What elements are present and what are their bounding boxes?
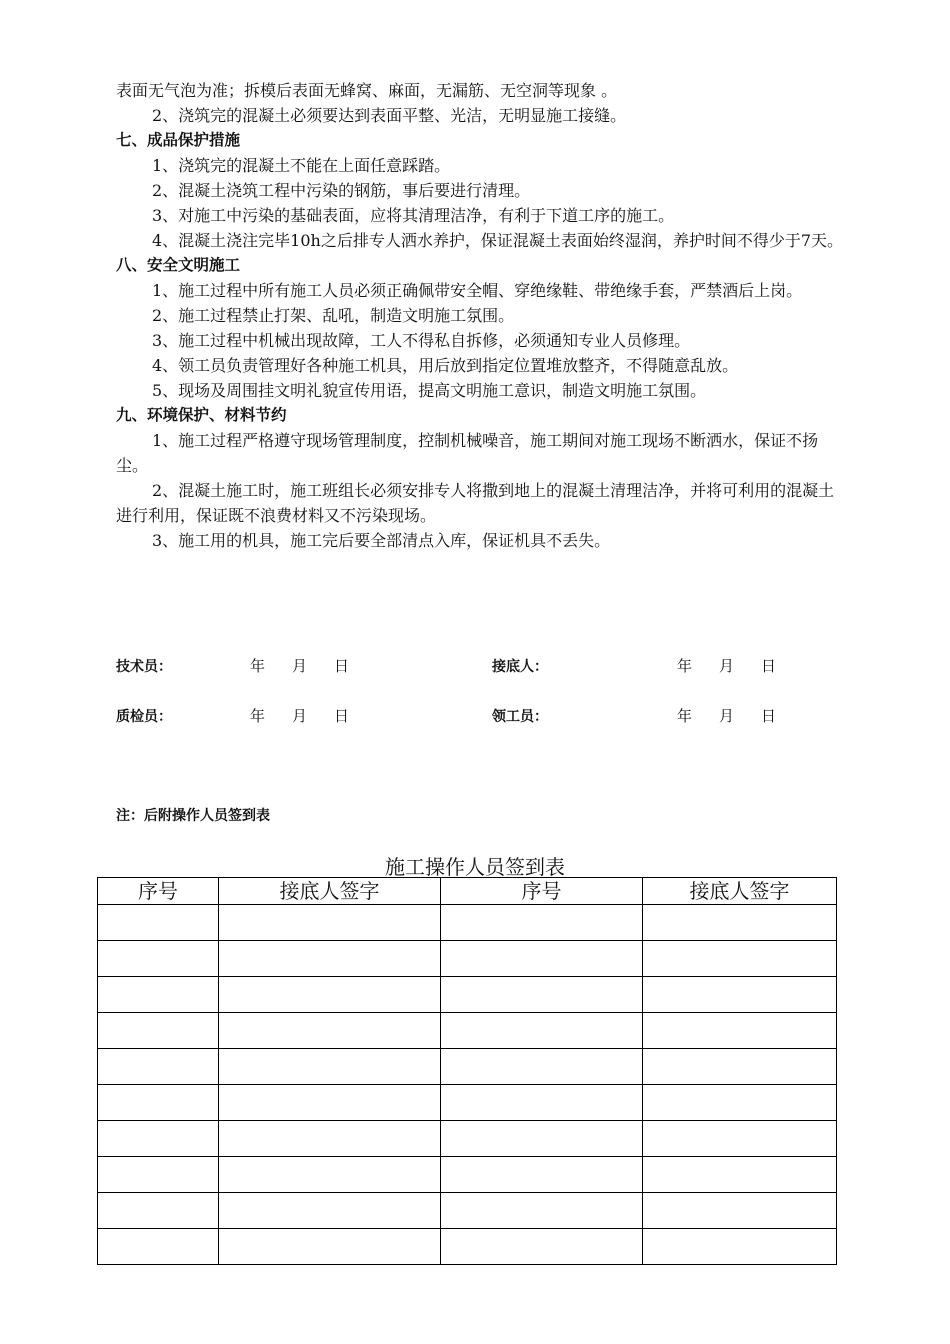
column-header: 接底人签字	[219, 878, 441, 905]
table-cell[interactable]	[219, 1157, 441, 1193]
paragraph: 3、施工用的机具，施工完后要全部清点入库，保证机具不丢失。	[152, 531, 611, 550]
table-cell[interactable]	[98, 1229, 219, 1265]
paragraph: 表面无气泡为准；拆模后表面无蜂窝、麻面，无漏筋、无空洞等现象 。	[116, 81, 618, 100]
column-header: 序号	[98, 878, 219, 905]
table-cell[interactable]	[643, 1157, 837, 1193]
table-row	[98, 1193, 837, 1229]
table-cell[interactable]	[441, 905, 643, 941]
table-cell[interactable]	[441, 1049, 643, 1085]
table-header-row	[98, 878, 837, 905]
column-header: 接底人签字	[643, 878, 837, 905]
paragraph: 1、施工过程中所有施工人员必须正确佩带安全帽、穿绝缘鞋、带绝缘手套，严禁酒后上岗。	[152, 281, 803, 300]
table-cell[interactable]	[219, 905, 441, 941]
table-cell[interactable]	[98, 1049, 219, 1085]
foreman-date	[677, 705, 803, 726]
table-cell[interactable]	[219, 1085, 441, 1121]
technician-label: 技术员：	[116, 659, 172, 675]
section-heading-7: 七、成品保护措施	[116, 131, 241, 149]
table-cell[interactable]	[441, 977, 643, 1013]
table-title: 施工操作人员签到表	[385, 855, 565, 879]
inspector-label: 质检员：	[116, 709, 172, 725]
table-row	[98, 905, 837, 941]
table-cell[interactable]	[98, 1193, 219, 1229]
table-cell[interactable]	[219, 977, 441, 1013]
table-cell[interactable]	[441, 1157, 643, 1193]
section-heading-9: 九、环境保护、材料节约	[116, 406, 287, 424]
table-cell[interactable]	[441, 941, 643, 977]
table-cell[interactable]	[643, 1229, 837, 1265]
paragraph: 2、浇筑完的混凝土必须要达到表面平整、光洁，无明显施工接缝。	[152, 106, 627, 125]
table-cell[interactable]	[643, 977, 837, 1013]
paragraph: 5、现场及周围挂文明礼貌宣传用语，提高文明施工意识，制造文明施工氛围。	[152, 381, 707, 400]
year-label: 年	[677, 707, 693, 725]
table-cell[interactable]	[441, 1085, 643, 1121]
paragraph: 4、领工员负责管理好各种施工机具，用后放到指定位置堆放整齐，不得随意乱放。	[152, 356, 739, 375]
table-cell[interactable]	[643, 1013, 837, 1049]
table-cell[interactable]	[98, 977, 219, 1013]
table-cell[interactable]	[441, 1229, 643, 1265]
year-label: 年	[250, 657, 266, 675]
table-cell[interactable]	[219, 1229, 441, 1265]
table-cell[interactable]	[643, 1085, 837, 1121]
sign-in-table	[97, 877, 837, 1265]
section-heading-8: 八、安全文明施工	[116, 256, 241, 274]
table-row	[98, 1121, 837, 1157]
paragraph: 1、浇筑完的混凝土不能在上面任意踩踏。	[152, 156, 451, 175]
table-cell[interactable]	[219, 1193, 441, 1229]
day-label: 日	[761, 657, 777, 675]
paragraph: 2、混凝土浇筑工程中污染的钢筋，事后要进行清理。	[152, 181, 531, 200]
table-row	[98, 941, 837, 977]
paragraph: 4、混凝土浇注完毕10h之后排专人洒水养护，保证混凝土表面始终湿润，养护时间不得少于7天。	[152, 231, 844, 250]
day-label: 日	[334, 657, 350, 675]
inspector-date	[250, 705, 376, 726]
table-cell[interactable]	[98, 1013, 219, 1049]
table-cell[interactable]	[643, 1049, 837, 1085]
paragraph: 3、对施工中污染的基础表面，应将其清理洁净，有利于下道工序的施工。	[152, 206, 675, 225]
table-cell[interactable]	[219, 1121, 441, 1157]
month-label: 月	[719, 657, 735, 675]
table-row	[98, 977, 837, 1013]
month-label: 月	[292, 707, 308, 725]
table-row	[98, 1085, 837, 1121]
foreman-label: 领工员：	[492, 709, 548, 725]
table-cell[interactable]	[98, 905, 219, 941]
table-cell[interactable]	[441, 1193, 643, 1229]
table-cell[interactable]	[98, 1085, 219, 1121]
day-label: 日	[761, 707, 777, 725]
table-cell[interactable]	[643, 941, 837, 977]
document-body	[116, 78, 846, 553]
table-cell[interactable]	[441, 1121, 643, 1157]
paragraph: 2、施工过程禁止打架、乱吼，制造文明施工氛围。	[152, 306, 515, 325]
table-cell[interactable]	[643, 1193, 837, 1229]
table-cell[interactable]	[643, 1121, 837, 1157]
day-label: 日	[334, 707, 350, 725]
receiver-date	[677, 655, 803, 676]
table-cell[interactable]	[98, 1157, 219, 1193]
technician-date	[250, 655, 376, 676]
table-cell[interactable]	[219, 1013, 441, 1049]
table-row	[98, 1049, 837, 1085]
table-cell[interactable]	[441, 1013, 643, 1049]
table-cell[interactable]	[219, 941, 441, 977]
attachment-note: 注：后附操作人员签到表	[116, 808, 270, 824]
table-cell[interactable]	[219, 1049, 441, 1085]
table-cell[interactable]	[643, 905, 837, 941]
paragraph: 1、施工过程严格遵守现场管理制度，控制机械噪音，施工期间对施工现场不断洒水，保证不扬尘。	[116, 431, 819, 475]
table-cell[interactable]	[98, 941, 219, 977]
table-row	[98, 1157, 837, 1193]
receiver-label: 接底人：	[492, 659, 548, 675]
year-label: 年	[250, 707, 266, 725]
paragraph: 3、施工过程中机械出现故障，工人不得私自拆修，必须通知专业人员修理。	[152, 331, 691, 350]
month-label: 月	[292, 657, 308, 675]
table-cell[interactable]	[98, 1121, 219, 1157]
year-label: 年	[677, 657, 693, 675]
table-row	[98, 1013, 837, 1049]
paragraph: 2、混凝土施工时，施工班组长必须安排专人将撒到地上的混凝土清理洁净，并将可利用的混凝土进行利用，保证既不浪费材料又不污染现场。	[116, 481, 835, 525]
column-header: 序号	[441, 878, 643, 905]
table-row	[98, 1229, 837, 1265]
month-label: 月	[719, 707, 735, 725]
